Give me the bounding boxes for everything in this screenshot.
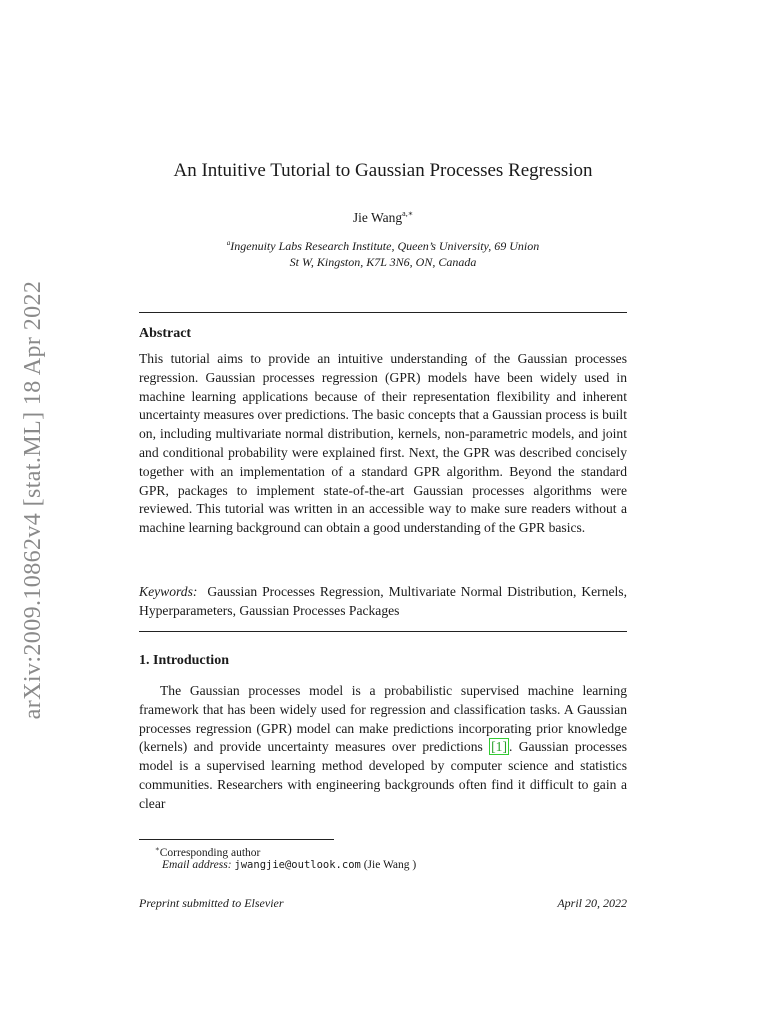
abstract-top-rule — [139, 312, 627, 313]
abstract-bottom-rule — [139, 631, 627, 632]
abstract-text: This tutorial aims to provide an intuitive understanding of the Gaussian processes regression. Gaussian processes regression (GPR) models have been widely used in machine learning applications because of their representation flexibility and inherent uncertainty measures over predictions. The basic concepts that a Gaussian process is built on, including multivariate normal distribution, kernels, non-parametric models, and joint and conditional probability were explained first. Next, the GPR was described concisely together with an implementation of a standard GPR algorithm. Beyond the standard GPR, packages to implement state-of-the-art Gaussian processes algorithms were reviewed. This tutorial was written in an accessible way to make sure readers without a machine learning background can obtain a good understanding of the GPR basics. — [139, 351, 627, 536]
footnote-rule — [139, 839, 334, 840]
footnote-email — [162, 857, 416, 873]
keywords-label: Keywords: — [139, 584, 198, 599]
author-line — [138, 205, 628, 227]
abstract-heading: Abstract — [139, 326, 192, 341]
affiliation-line-2: St W, Kingston, K7L 3N6, ON, Canada — [289, 255, 477, 269]
keywords-text: Gaussian Processes Regression, Multivariate Normal Distribution, Kernels, Hyperparameters, Gaussian Processes Packages — [139, 584, 627, 618]
footer-date: April 20, 2022 — [557, 896, 627, 910]
author-marks: a,∗ — [402, 209, 414, 218]
footnote-mark: ∗ — [155, 845, 160, 853]
email-link[interactable]: jwangjie@outlook.com — [234, 859, 361, 871]
introduction-text — [139, 682, 627, 814]
author-name: Jie Wang — [352, 210, 403, 225]
introduction-heading: 1. Introduction — [139, 653, 229, 668]
citation-link-1[interactable]: [1] — [491, 739, 507, 755]
intro-text-part-1: The Gaussian processes model is a probabilistic supervised machine learning framework that has been widely used for regression and classification tasks. A Gaussian processes regression (GPR) model can make predictions incorporating prior knowledge (kernels) and provide uncertainty measures over predictions — [139, 683, 627, 755]
keywords — [139, 583, 627, 621]
arxiv-identifier: arXiv:2009.10862v4 [stat.ML] 18 Apr 2022 — [20, 280, 46, 720]
footnote-corresponding-text: Corresponding author — [159, 847, 261, 859]
affiliation-line-1: Ingenuity Labs Research Institute, Queen’s University, 69 Union — [230, 239, 540, 253]
email-label: Email address: — [162, 859, 232, 871]
footer-preprint-note: Preprint submitted to Elsevier — [139, 896, 284, 910]
affiliation-mark: a — [226, 239, 231, 247]
affiliation — [168, 235, 598, 270]
paper-title: An Intuitive Tutorial to Gaussian Processes Regression — [173, 160, 593, 181]
intro-text-part-2: . Gaussian processes model is a supervised learning method developed by computer science and statistics communities. Researchers with engineering backgrounds often find it difficult to gain a clear — [139, 739, 628, 811]
email-name: (Jie Wang ) — [363, 859, 417, 871]
